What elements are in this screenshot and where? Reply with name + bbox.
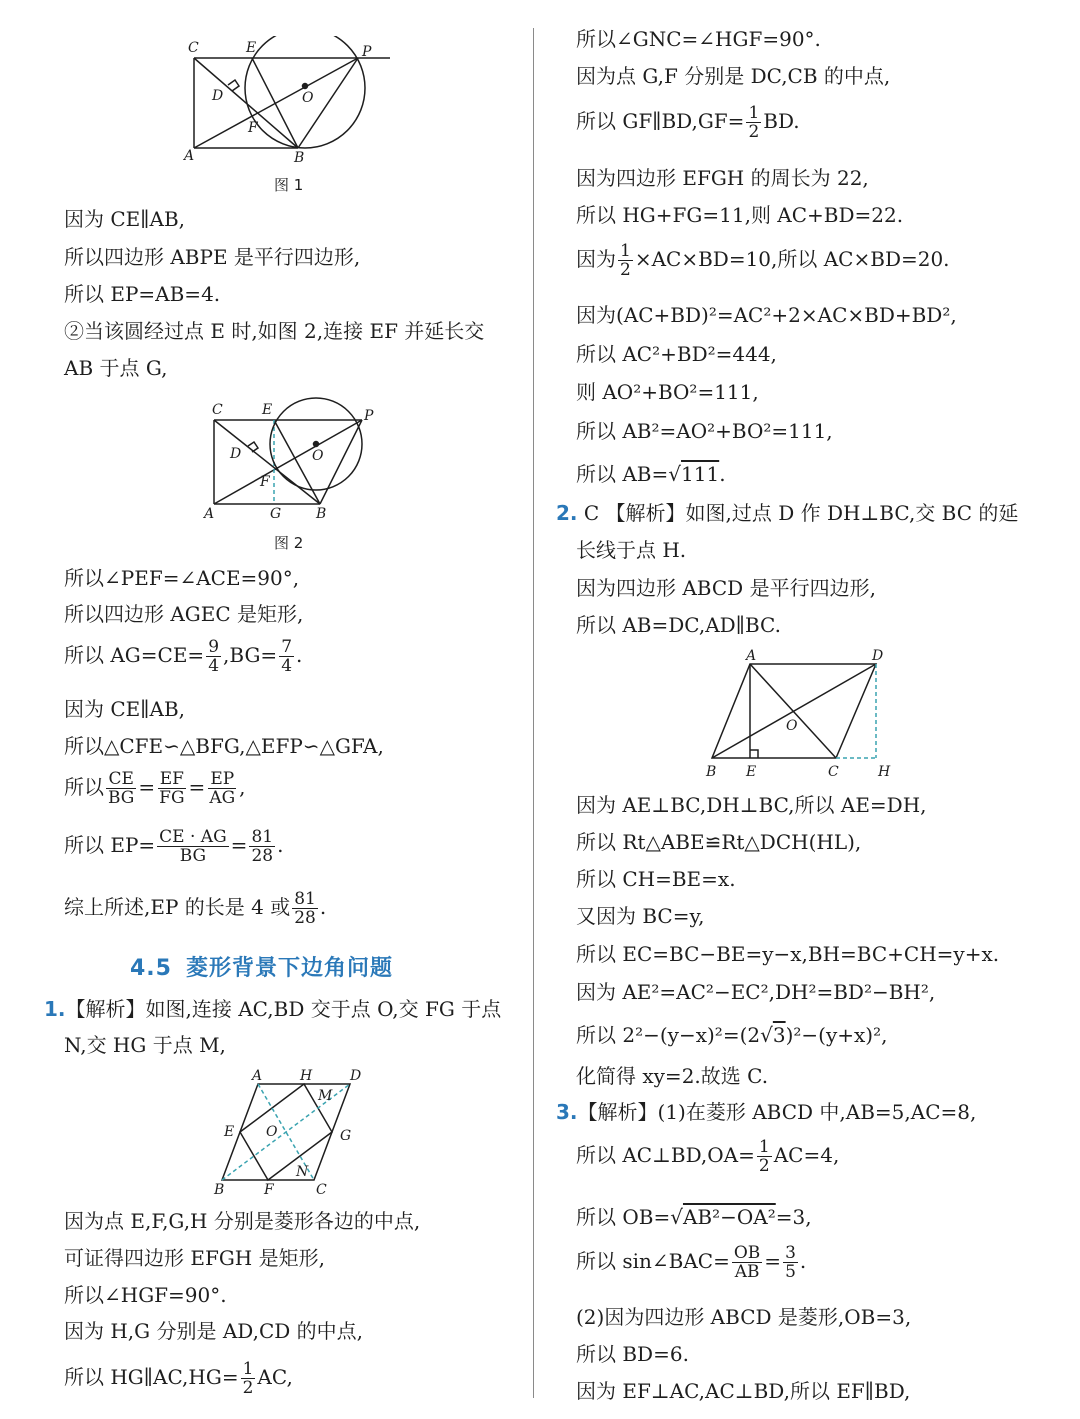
point-label: O bbox=[786, 718, 798, 734]
point-label: G bbox=[340, 1128, 352, 1144]
figure-3-diagram bbox=[210, 1064, 370, 1200]
fraction-line: 所以 AC⊥BD,OA= $\frac{1}{2}$ AC=4, bbox=[576, 1137, 840, 1176]
text-line: 长线于点 H. bbox=[576, 538, 687, 562]
problem-3-intro: 3.【解析】(1)在菱形 ABCD 中,AB=5,AC=8, bbox=[556, 1100, 977, 1124]
right-angle-mark bbox=[750, 750, 758, 758]
text-line: 因为(AC+BD)²=AC²+2×AC×BD+BD², bbox=[576, 303, 957, 327]
point-label: C bbox=[188, 40, 199, 56]
point-label: N bbox=[296, 1164, 309, 1180]
point-label: C bbox=[212, 402, 223, 418]
point-label: E bbox=[246, 40, 257, 56]
segment bbox=[252, 58, 298, 148]
text-line: 又因为 BC=y, bbox=[576, 904, 705, 928]
segment bbox=[214, 420, 320, 504]
point-label: P bbox=[362, 44, 372, 60]
text-line: 所以 CH=BE=x. bbox=[576, 867, 736, 891]
point-label: B bbox=[316, 506, 327, 522]
fraction-line: 所以 EP= $\frac{CE \cdot AG}{BG}$ = $\frac{81}{28}$ . bbox=[64, 827, 284, 866]
fraction-line: 所以 HG∥AC,HG= $\frac{1}{2}$ AC, bbox=[64, 1359, 293, 1398]
text-line: 所以 EP=AB=4. bbox=[64, 282, 221, 306]
problem-number: 3. bbox=[556, 1100, 578, 1124]
point-label: A bbox=[252, 1068, 263, 1084]
problem-number: 1. bbox=[44, 997, 66, 1021]
point-label: B bbox=[294, 150, 305, 166]
point-label: M bbox=[318, 1088, 333, 1104]
text-line: 所以∠PEF=∠ACE=90°, bbox=[64, 566, 300, 590]
text-line: 所以 AC²+BD²=444, bbox=[576, 342, 777, 366]
figure-2-caption: 图 2 bbox=[274, 534, 304, 552]
figure-1-shapes bbox=[194, 36, 390, 148]
text-line: 因为 CE∥AB, bbox=[64, 697, 185, 721]
center-dot bbox=[314, 442, 319, 447]
problem-number: 2. bbox=[556, 501, 578, 525]
text-line: 因为四边形 EFGH 的周长为 22, bbox=[576, 166, 869, 190]
text-line: 因为 H,G 分别是 AD,CD 的中点, bbox=[64, 1319, 364, 1343]
fraction-line: 因为 $\frac{1}{2}$ ×AC×BD=10,所以 AC×BD=20. bbox=[576, 241, 950, 280]
text-line: 因为 AE²=AC²−EC²,DH²=BD²−BH², bbox=[576, 980, 936, 1004]
point-label: D bbox=[872, 648, 884, 664]
point-label: O bbox=[266, 1124, 278, 1140]
radical-line: 所以 AB=√111. bbox=[576, 462, 726, 486]
radical-line: 所以 OB=√AB²−OA²=3, bbox=[576, 1205, 812, 1229]
figure-4-shapes bbox=[712, 664, 876, 758]
right-angle-mark bbox=[248, 442, 258, 452]
point-label: A bbox=[184, 148, 195, 164]
figure-4-labels bbox=[705, 648, 891, 780]
point-label: F bbox=[260, 474, 270, 490]
text-line: 因为 EF⊥AC,AC⊥BD,所以 EF∥BD, bbox=[576, 1379, 911, 1403]
point-label: O bbox=[312, 448, 324, 464]
problem-2-intro: 2. C 【解析】如图,过点 D 作 DH⊥BC,交 BC 的延 bbox=[556, 501, 1019, 525]
point-label: A bbox=[746, 648, 757, 664]
point-label: F bbox=[248, 120, 258, 136]
point-label: F bbox=[264, 1182, 274, 1198]
text-line: 因为点 E,F,G,H 分别是菱形各边的中点, bbox=[64, 1209, 421, 1233]
section-heading bbox=[130, 951, 393, 982]
text-line: 化简得 xy=2.故选 C. bbox=[576, 1064, 769, 1088]
center-dot bbox=[303, 84, 308, 89]
fraction-line: 所以 $\frac{CE}{BG}$ = $\frac{EF}{FG}$ = $\frac{EP}{AG}$ , bbox=[64, 769, 246, 808]
point-label: O bbox=[302, 90, 314, 106]
section-title: 菱形背景下边角问题 bbox=[185, 956, 393, 981]
text-line: 所以∠HGF=90°. bbox=[64, 1283, 227, 1307]
point-label: C bbox=[828, 764, 839, 780]
point-label: H bbox=[878, 764, 891, 780]
text-line: 因为四边形 ABCD 是平行四边形, bbox=[576, 576, 876, 600]
column-divider bbox=[533, 28, 534, 1398]
text-line: 所以 AB=DC,AD∥BC. bbox=[576, 613, 781, 637]
text-line: 因为 AE⊥BC,DH⊥BC,所以 AE=DH, bbox=[576, 793, 927, 817]
text-line: 所以∠GNC=∠HGF=90°. bbox=[576, 27, 821, 51]
fraction-line: 所以 AG=CE= $\frac{9}{4}$ ,BG= $\frac{7}{4}$ . bbox=[64, 637, 303, 676]
point-label: H bbox=[300, 1068, 313, 1084]
point-label: P bbox=[364, 408, 374, 424]
text-line: N,交 HG 于点 M, bbox=[64, 1033, 226, 1057]
radical-line: 所以 2²−(y−x)²=(2√3)²−(y+x)², bbox=[576, 1023, 888, 1047]
text-line: 所以 AB²=AO²+BO²=111, bbox=[576, 419, 833, 443]
point-label: D bbox=[212, 88, 224, 104]
figure-4-diagram bbox=[700, 646, 900, 782]
figure-1-caption: 图 1 bbox=[274, 176, 304, 194]
section-number: 4.5 bbox=[130, 956, 172, 981]
fraction-line: 综上所述,EP 的长是 4 或 $\frac{81}{28}$ . bbox=[64, 889, 327, 928]
point-label: B bbox=[706, 764, 717, 780]
diagonal bbox=[712, 664, 876, 758]
text-line: 因为点 G,F 分别是 DC,CB 的中点, bbox=[576, 64, 891, 88]
point-label: E bbox=[746, 764, 757, 780]
point-label: D bbox=[230, 446, 242, 462]
point-label: B bbox=[214, 1182, 225, 1198]
text-line: 所以 EC=BC−BE=y−x,BH=BC+CH=y+x. bbox=[576, 942, 1000, 966]
point-label: C bbox=[316, 1182, 327, 1198]
segment bbox=[214, 420, 362, 504]
text-line: 则 AO²+BO²=111, bbox=[576, 380, 759, 404]
fraction-line: 所以 GF∥BD,GF= $\frac{1}{2}$ BD. bbox=[576, 103, 800, 142]
text-line: 所以△CFE∽△BFG,△EFP∽△GFA, bbox=[64, 734, 384, 758]
text-line: 所以四边形 AGEC 是矩形, bbox=[64, 602, 304, 626]
problem-1-intro: 1.【解析】如图,连接 AC,BD 交于点 O,交 FG 于点 bbox=[44, 997, 502, 1021]
text-line: 所以四边形 ABPE 是平行四边形, bbox=[64, 245, 361, 269]
fraction-line: 所以 sin∠BAC= $\frac{OB}{AB}$ = $\frac{3}{5}$ . bbox=[576, 1243, 807, 1282]
text-line: 所以 BD=6. bbox=[576, 1342, 689, 1366]
point-label: E bbox=[262, 402, 273, 418]
segment bbox=[194, 58, 298, 148]
figure-1-diagram bbox=[180, 36, 400, 166]
point-label: A bbox=[204, 506, 215, 522]
text-line: 所以 Rt△ABE≌Rt△DCH(HL), bbox=[576, 830, 862, 854]
text-line: AB 于点 G, bbox=[64, 356, 168, 380]
text-line: (2)因为四边形 ABCD 是菱形,OB=3, bbox=[576, 1305, 912, 1329]
figure-2-diagram bbox=[198, 396, 398, 526]
text-line: 所以 HG+FG=11,则 AC+BD=22. bbox=[576, 203, 904, 227]
text-line: ②当该圆经过点 E 时,如图 2,连接 EF 并延长交 bbox=[64, 319, 485, 343]
text-line: 可证得四边形 EFGH 是矩形, bbox=[64, 1246, 325, 1270]
text-line: 因为 CE∥AB, bbox=[64, 207, 185, 231]
point-label: D bbox=[350, 1068, 362, 1084]
point-label: E bbox=[224, 1124, 235, 1140]
point-label: G bbox=[270, 506, 282, 522]
